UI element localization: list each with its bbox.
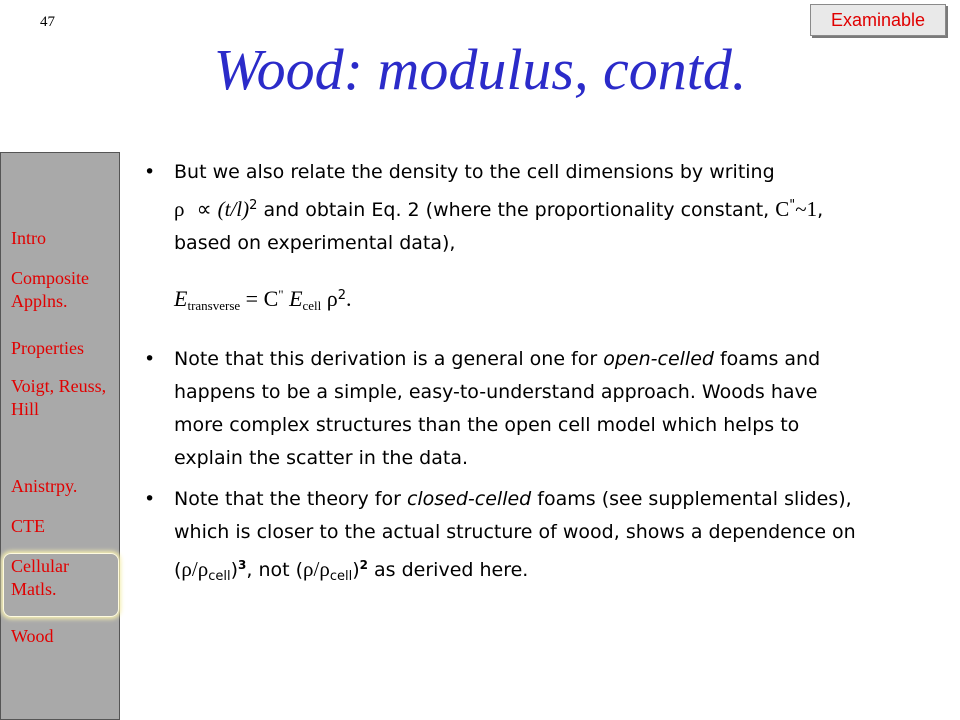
examinable-badge: Examinable bbox=[810, 4, 946, 36]
tl-exponent: 2 bbox=[249, 198, 258, 213]
tl-ratio: (t/l) bbox=[217, 197, 250, 221]
constant-approx: ~1 bbox=[795, 197, 818, 221]
nav-item-cellular-matls[interactable]: Cellular Matls. bbox=[11, 556, 69, 599]
constant-c-mark: " bbox=[789, 198, 796, 213]
eq-e-sub: transverse bbox=[187, 298, 241, 313]
eq-rho: ρ bbox=[321, 286, 338, 311]
slide-title: Wood: modulus, contd. bbox=[213, 37, 747, 102]
constant-c: C bbox=[775, 197, 790, 221]
bullet-text: Note that the theory for bbox=[174, 488, 407, 510]
sidebar-nav bbox=[0, 152, 120, 720]
nav-item-anistrpy[interactable]: Anistrpy. bbox=[11, 476, 78, 496]
bullet-text: foams (see supplemental slides), which is closer to the actual structure of wood, shows a dependence on ( bbox=[174, 488, 856, 581]
emphasis-open-celled: open-celled bbox=[603, 348, 714, 370]
density-ratio-sub: cell bbox=[208, 569, 231, 584]
paren-close: ) bbox=[352, 559, 360, 581]
emphasis-closed-celled: closed-celled bbox=[406, 488, 532, 510]
bullet-marker: • bbox=[144, 348, 156, 370]
eq-rho-exp: 2 bbox=[337, 288, 347, 303]
nav-item-intro[interactable]: Intro bbox=[11, 228, 46, 248]
nav-item-cte[interactable]: CTE bbox=[11, 516, 45, 536]
slide-body bbox=[140, 156, 860, 593]
eq-equals-c: = C bbox=[240, 286, 279, 311]
bullet-text: , based on experimental data), bbox=[174, 199, 824, 254]
paren-close: ) bbox=[230, 559, 239, 581]
nav-item-voigt-reuss-hill[interactable]: Voigt, Reuss, Hill bbox=[11, 376, 107, 419]
eq-e2-sub: cell bbox=[302, 298, 322, 313]
eq-e2: E bbox=[283, 286, 303, 311]
bullet-text: But we also relate the density to the cell dimensions by writing bbox=[174, 161, 775, 183]
bullet-text: foams and happens to be a simple, easy-to-understand approach. Woods have more complex structures than the open cell model which helps to explain the scatter in the data. bbox=[174, 348, 821, 469]
equation-transverse-modulus bbox=[140, 278, 860, 323]
bullet-closed-celled bbox=[140, 483, 860, 593]
eq-e: E bbox=[174, 286, 188, 311]
bullet-text: , not ( bbox=[246, 559, 304, 581]
eq-c-mark: " bbox=[278, 287, 284, 302]
bullet-text: Note that this derivation is a general one for bbox=[174, 348, 604, 370]
bullet-marker: • bbox=[144, 161, 156, 183]
density-ratio: ρ/ρ bbox=[303, 557, 330, 581]
nav-item-composite-applns[interactable]: Composite Applns. bbox=[11, 268, 90, 311]
eq-end: . bbox=[346, 286, 352, 311]
exponent-two: 2 bbox=[359, 558, 368, 572]
exponent-three: 3 bbox=[238, 558, 247, 572]
nav-item-properties[interactable]: Properties bbox=[11, 338, 84, 358]
density-ratio: ρ/ρ bbox=[181, 557, 209, 581]
bullet-density-relation bbox=[140, 156, 860, 260]
bullet-text: and obtain Eq. 2 (where the proportionality constant, bbox=[257, 199, 776, 221]
bullet-open-celled bbox=[140, 343, 860, 475]
nav-item-wood[interactable]: Wood bbox=[11, 626, 54, 646]
bullet-text: as derived here. bbox=[367, 559, 529, 581]
rho-symbol: ρ bbox=[174, 197, 185, 221]
slide-number: 47 bbox=[40, 14, 55, 30]
density-ratio-sub: cell bbox=[329, 569, 353, 584]
proportional-symbol: ∝ bbox=[196, 197, 212, 221]
bullet-marker: • bbox=[144, 488, 156, 510]
